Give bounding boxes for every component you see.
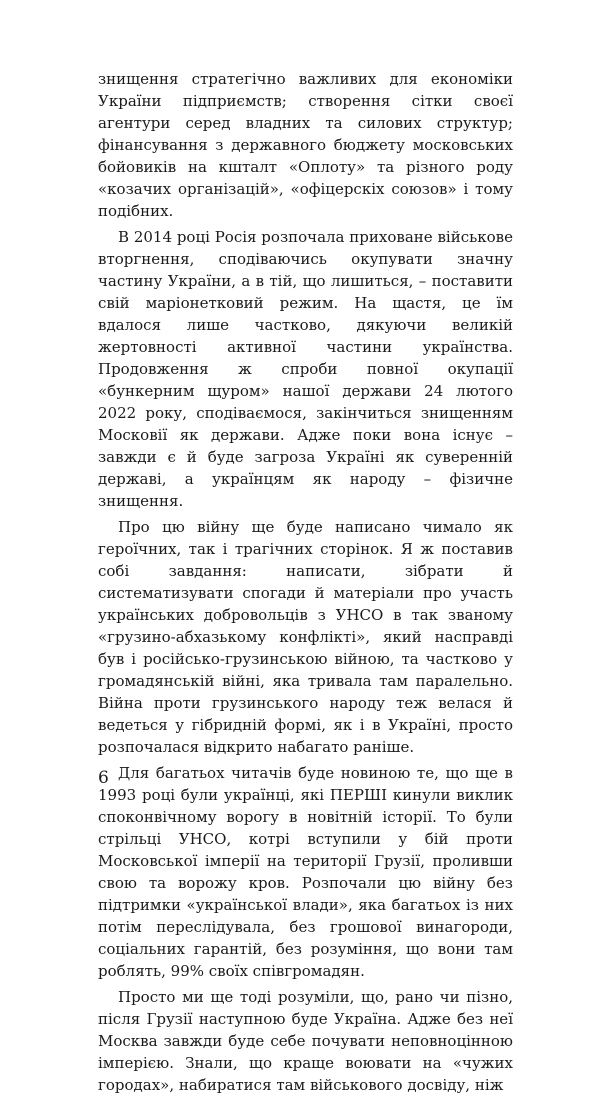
page-number: 6 [98,768,109,788]
paragraph-1: знищення стратегічно важливих для економіки України підприємств; створення сітки своєї агентури серед владних та силових структур; фінансування з державного бюджету московських бойовиків на кшталт «Оплоту» та різного роду «козачих організацій», «офіцерскіх союзов» і тому подібних. [98,70,513,220]
paragraph-4: Для багатьох читачів буде новиною те, що ще в 1993 році були українці, які ПЕРШІ кинули виклик споконвічному ворогу в новітній історії. То були стрільці УНСО, котрі вступили у бій проти Московської імперії на території Грузії, проливши свою та ворожу кров. Розпочали цю війну без підтримки «української влади», яка багатьох із них потім переслідувала, без грошової винагороди, соціальних гарантій, без розуміння, що вони там роблять, 99% своїх співгромадян. [98,764,513,980]
paragraph-5: Просто ми ще тоді розуміли, що, рано чи пізно, після Грузії наступною буде Україна. Адже без неї Москва завжди буде себе почувати неповноцінною імперією. Знали, що краще воювати на «чужих городах», набиратися там військового досвіду, ніж [98,988,513,1094]
page-body-text [98,68,513,1100]
paragraph-3: Про цю війну ще буде написано чимало як героїчних, так і трагічних сторінок. Я ж поставив собі завдання: написати, зібрати й систематизувати спогади й матеріали про участь українських добровольців з УНСО в так званому «грузино-абхазькому конфлікті», який насправді був і російсько-грузинською війною, та частково у громадянській війні, яка тривала там паралельно. Війна проти грузинського народу теж велася й ведеться у гібридній формі, як і в Україні, просто розпочалася відкрито набагато раніше. [98,518,513,756]
paragraph-2: В 2014 році Росія розпочала приховане військове вторгнення, сподіваючись окупувати значну частину України, а в тій, що лишиться, – поставити свій маріонетковий режим. На щастя, це їм вдалося лише частково, дякуючи великій жертовності активної частини українства. Продовження ж спроби повної окупації «бункерним щуром» нашої держави 24 лютого 2022 року, сподіваємося, закінчиться знищенням Московії як держави. Адже поки вона існує – завжди є й буде загроза Україні як суверенній державі, а українцям як народу – фізичне знищення. [98,228,513,510]
